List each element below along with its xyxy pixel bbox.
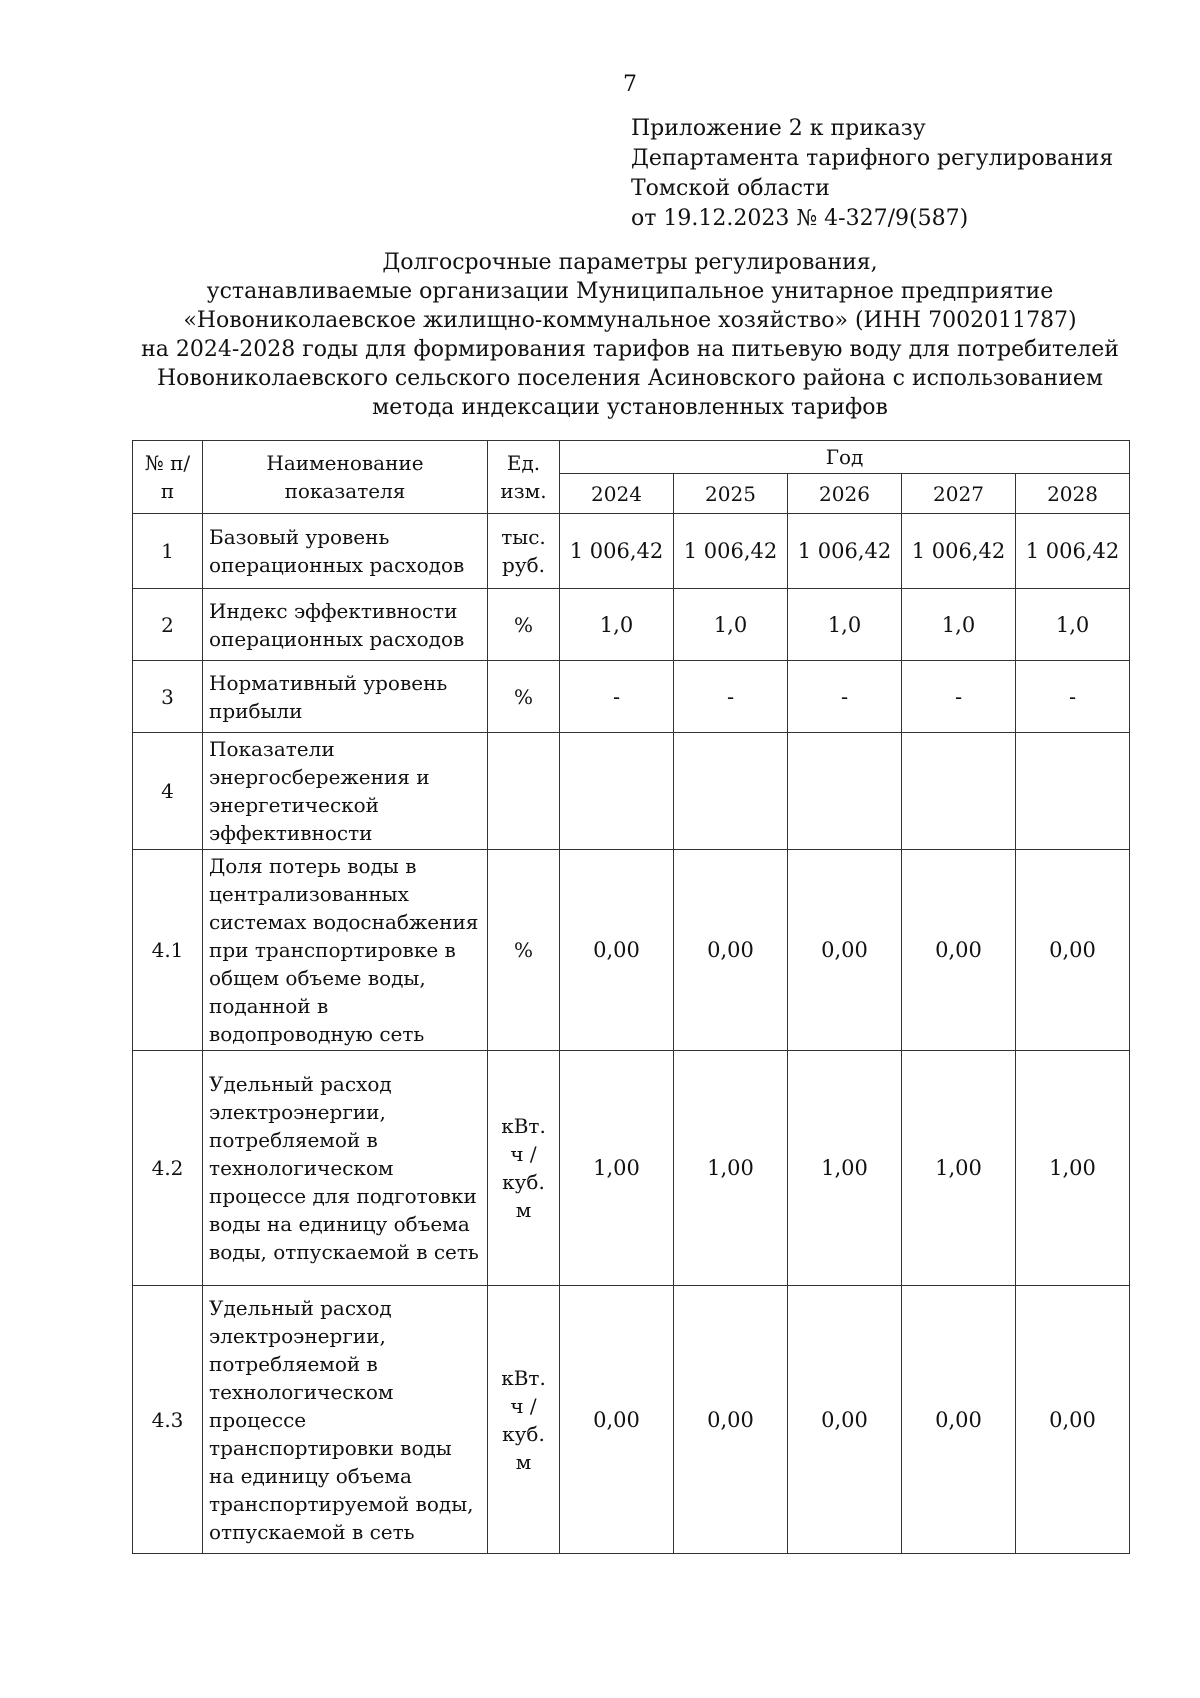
table-row: [133, 733, 1130, 850]
table-row: [133, 1286, 1130, 1554]
header-year: 2027: [902, 474, 1016, 514]
row-name: Индекс эффективности операционных расходов: [203, 589, 488, 661]
row-unit: тыс. руб.: [488, 514, 560, 589]
row-unit: %: [488, 850, 560, 1051]
row-value: 0,00: [788, 850, 902, 1051]
row-value: -: [788, 661, 902, 733]
header-year: 2024: [560, 474, 674, 514]
appendix-line: Департамента тарифного регулирования: [631, 146, 1114, 171]
row-value: -: [1016, 661, 1130, 733]
document-title: [100, 248, 1160, 422]
row-value: [788, 733, 902, 850]
row-value: 1 006,42: [674, 514, 788, 589]
row-name: Доля потерь воды в централизованных системах водоснабжения при транспортировке в общем объеме воды, поданной в водопроводную сеть: [203, 850, 488, 1051]
row-value: 1 006,42: [788, 514, 902, 589]
row-unit: [488, 733, 560, 850]
row-value: -: [902, 661, 1016, 733]
row-value: 1 006,42: [1016, 514, 1130, 589]
appendix-block: [631, 114, 1113, 234]
header-unit: Ед. изм.: [488, 441, 560, 514]
appendix-line: от 19.12.2023 № 4-327/9(587): [631, 206, 969, 231]
row-value: 0,00: [560, 1286, 674, 1554]
row-value: 1,00: [902, 1051, 1016, 1286]
row-value: 0,00: [674, 850, 788, 1051]
table-row: [133, 589, 1130, 661]
header-year-group: Год: [560, 441, 1130, 474]
header-year: 2026: [788, 474, 902, 514]
row-value: 1,00: [788, 1051, 902, 1286]
row-value: -: [560, 661, 674, 733]
row-num: 4.2: [133, 1051, 203, 1286]
row-value: 0,00: [674, 1286, 788, 1554]
header-num: № п/п: [133, 441, 203, 514]
row-value: 0,00: [902, 1286, 1016, 1554]
row-value: 1,0: [902, 589, 1016, 661]
row-value: 1,00: [560, 1051, 674, 1286]
table-row: [133, 661, 1130, 733]
table-row: [133, 850, 1130, 1051]
page-number: 7: [623, 72, 637, 97]
header-name: Наименование показателя: [203, 441, 488, 514]
row-num: 4: [133, 733, 203, 850]
row-value: 1,00: [674, 1051, 788, 1286]
row-value: [902, 733, 1016, 850]
row-num: 4.1: [133, 850, 203, 1051]
title-line: устанавливаемые организации Муниципальное унитарное предприятие: [206, 279, 1054, 304]
table-row: [133, 514, 1130, 589]
row-value: 1,0: [674, 589, 788, 661]
row-unit: %: [488, 661, 560, 733]
header-year: 2028: [1016, 474, 1130, 514]
row-num: 1: [133, 514, 203, 589]
row-value: 1,0: [1016, 589, 1130, 661]
row-unit: кВт. ч / куб. м: [488, 1051, 560, 1286]
row-value: 0,00: [902, 850, 1016, 1051]
row-unit: кВт. ч / куб. м: [488, 1286, 560, 1554]
row-value: 1 006,42: [902, 514, 1016, 589]
row-value: [1016, 733, 1130, 850]
row-value: 1,00: [1016, 1051, 1130, 1286]
row-unit: %: [488, 589, 560, 661]
title-line: метода индексации установленных тарифов: [372, 395, 888, 420]
title-line: на 2024-2028 годы для формирования тарифов на питьевую воду для потребителей: [141, 337, 1119, 362]
row-value: [674, 733, 788, 850]
row-value: 1 006,42: [560, 514, 674, 589]
row-name: Нормативный уровень прибыли: [203, 661, 488, 733]
appendix-line: Приложение 2 к приказу: [631, 116, 926, 141]
parameters-table: [132, 440, 1130, 1554]
row-name: Удельный расход электроэнергии, потребляемой в технологическом процессе для подготовки воды на единицу объема воды, отпускаемой в сеть: [203, 1051, 488, 1286]
row-value: 1,0: [560, 589, 674, 661]
title-line: Долгосрочные параметры регулирования,: [382, 250, 878, 275]
row-value: -: [674, 661, 788, 733]
row-name: Базовый уровень операционных расходов: [203, 514, 488, 589]
row-name: Показатели энергосбережения и энергетической эффективности: [203, 733, 488, 850]
title-line: Новониколаевского сельского поселения Асиновского района с использованием: [156, 366, 1104, 391]
row-name: Удельный расход электроэнергии, потребляемой в технологическом процессе транспортировки воды на единицу объема транспортируемой воды, отпускаемой в сеть: [203, 1286, 488, 1554]
table-header-row: [133, 441, 1130, 474]
row-num: 4.3: [133, 1286, 203, 1554]
row-value: 0,00: [1016, 1286, 1130, 1554]
row-value: 0,00: [788, 1286, 902, 1554]
appendix-line: Томской области: [631, 176, 830, 201]
row-value: 0,00: [1016, 850, 1130, 1051]
row-value: [560, 733, 674, 850]
title-line: «Новониколаевское жилищно-коммунальное хозяйство» (ИНН 7002011787): [183, 308, 1077, 333]
row-num: 2: [133, 589, 203, 661]
row-value: 1,0: [788, 589, 902, 661]
header-year: 2025: [674, 474, 788, 514]
row-value: 0,00: [560, 850, 674, 1051]
table-row: [133, 1051, 1130, 1286]
row-num: 3: [133, 661, 203, 733]
